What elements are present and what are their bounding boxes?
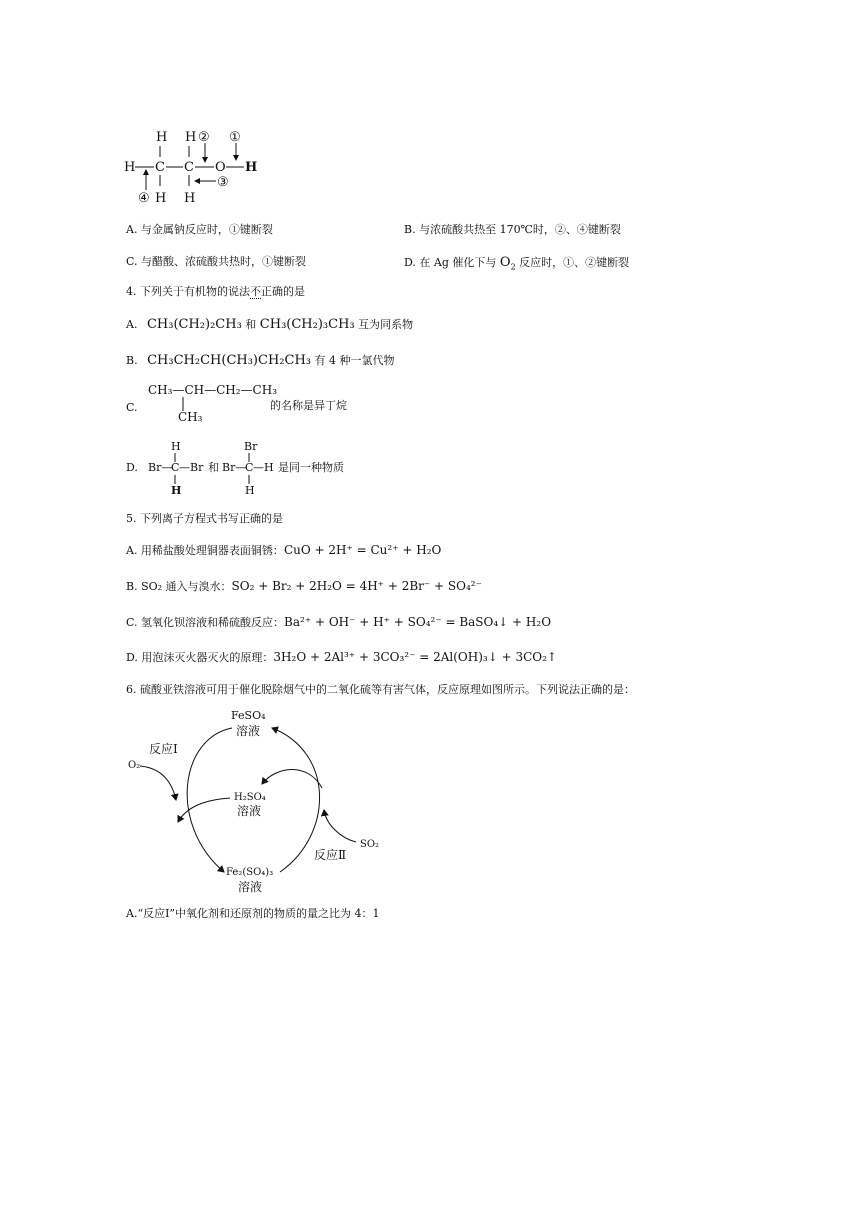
label-h2so4-sol: 溶液 — [237, 804, 262, 818]
branched-structure: CH₃—CH—CH₂—CH₃ — [148, 383, 278, 397]
svg-text:C: C — [171, 461, 180, 474]
emphasis-not: 不 — [250, 285, 261, 298]
svg-text:①: ① — [229, 130, 241, 145]
label-fe2so43: Fe₂(SO₄)₃ — [226, 867, 274, 878]
svg-text:③: ③ — [217, 175, 229, 190]
q3-option-b[interactable]: B. 与浓硫酸共热至 170℃时，②、④键断裂 — [404, 223, 621, 236]
svg-text:O: O — [215, 160, 226, 175]
svg-text:H: H — [124, 160, 136, 175]
label-reaction-2: 反应Ⅱ — [314, 848, 347, 862]
q4-option-c[interactable]: C. CH₃—CH—CH₂—CH₃ CH₃ 的名称是异丁烷 — [126, 383, 347, 424]
svg-text:Br—: Br— — [222, 461, 247, 474]
svg-text:H: H — [185, 130, 197, 145]
svg-text:Br—: Br— — [148, 461, 173, 474]
svg-text:—H: —H — [253, 461, 274, 474]
q4-stem: 4. 下列关于有机物的说法不正确的是 — [126, 285, 305, 298]
o2-formula: $O_2$ — [499, 255, 516, 272]
svg-text:H: H — [184, 191, 196, 206]
q6-stem: 6. 硫酸亚铁溶液可用于催化脱除烟气中的二氧化硫等有害气体，反应原理如图所示。下列说法正确的是： — [126, 683, 635, 696]
svg-text:④: ④ — [138, 191, 150, 206]
q5-stem: 5. 下列离子方程式书写正确的是 — [126, 512, 283, 525]
svg-text:—Br: —Br — [179, 461, 204, 474]
svg-text:②: ② — [198, 130, 210, 145]
svg-text:H: H — [171, 484, 182, 496]
q6-option-a[interactable]: A.“反应Ⅰ”中氧化剂和还原剂的物质的量之比为 4：1 — [126, 907, 380, 920]
q4-option-b[interactable]: B. CH₃CH₂CH(CH₃)CH₂CH₃ 有 4 种一氯代物 — [126, 353, 395, 368]
label-feso4: FeSO₄ — [231, 709, 266, 722]
q4-option-d[interactable]: D. H Br— C —Br H 和 Br Br— C —H H 是同一种物质 — [126, 440, 344, 496]
q4-option-a[interactable]: A. CH₃(CH₂)₂CH₃ 和 CH₃(CH₂)₃CH₃ 互为同系物 — [126, 317, 414, 332]
label-fe2so43-sol: 溶液 — [238, 880, 263, 894]
svg-text:C: C — [245, 461, 254, 474]
q5-option-d[interactable]: D. 用泡沫灭火器灭火的原理：3H₂O + 2Al³⁺ + 3CO₃²⁻ = 2Al(OH)₃↓ + 3CO₂↑ — [126, 650, 557, 664]
ethanol-structure — [118, 124, 278, 206]
q5-option-a[interactable]: A. 用稀盐酸处理铜器表面铜锈：CuO + 2H⁺ = Cu²⁺ + H₂O — [126, 543, 442, 557]
svg-text:C: C — [184, 160, 194, 175]
svg-text:H: H — [171, 440, 181, 453]
q3-option-a[interactable]: A. 与金属钠反应时，①键断裂 — [126, 223, 273, 236]
svg-text:H: H — [245, 484, 255, 496]
svg-text:H: H — [155, 191, 167, 206]
q3-option-d[interactable] — [404, 256, 629, 272]
q3-option-c[interactable]: C. 与醋酸、浓硫酸共热时，①键断裂 — [126, 255, 307, 268]
reaction-cycle-diagram — [120, 704, 400, 900]
label-reaction-1: 反应Ⅰ — [149, 742, 178, 756]
svg-text:H: H — [156, 130, 168, 145]
q5-option-b[interactable]: B. SO₂ 通入与溴水：SO₂ + Br₂ + 2H₂O = 4H⁺ + 2Br⁻ + SO₄²⁻ — [126, 579, 482, 593]
dibromomethane-1 — [148, 440, 208, 496]
label-so2: SO₂ — [360, 839, 380, 850]
dibromomethane-2 — [222, 440, 282, 496]
q5-option-c[interactable]: C. 氢氧化钡溶液和稀硫酸反应：Ba²⁺ + OH⁻ + H⁺ + SO₄²⁻ = BaSO₄↓ + H₂O — [126, 615, 552, 629]
label-o2: O₂ — [128, 760, 141, 771]
svg-text:H: H — [245, 160, 258, 175]
q3-option-d-post: 反应时，①、②键断裂 — [519, 256, 630, 269]
q3-option-d-pre: D. 在 Ag 催化下与 — [404, 256, 497, 269]
label-feso4-sol: 溶液 — [236, 724, 261, 738]
svg-text:C: C — [155, 160, 165, 175]
label-h2so4: H₂SO₄ — [234, 792, 266, 803]
svg-text:Br: Br — [244, 440, 258, 453]
